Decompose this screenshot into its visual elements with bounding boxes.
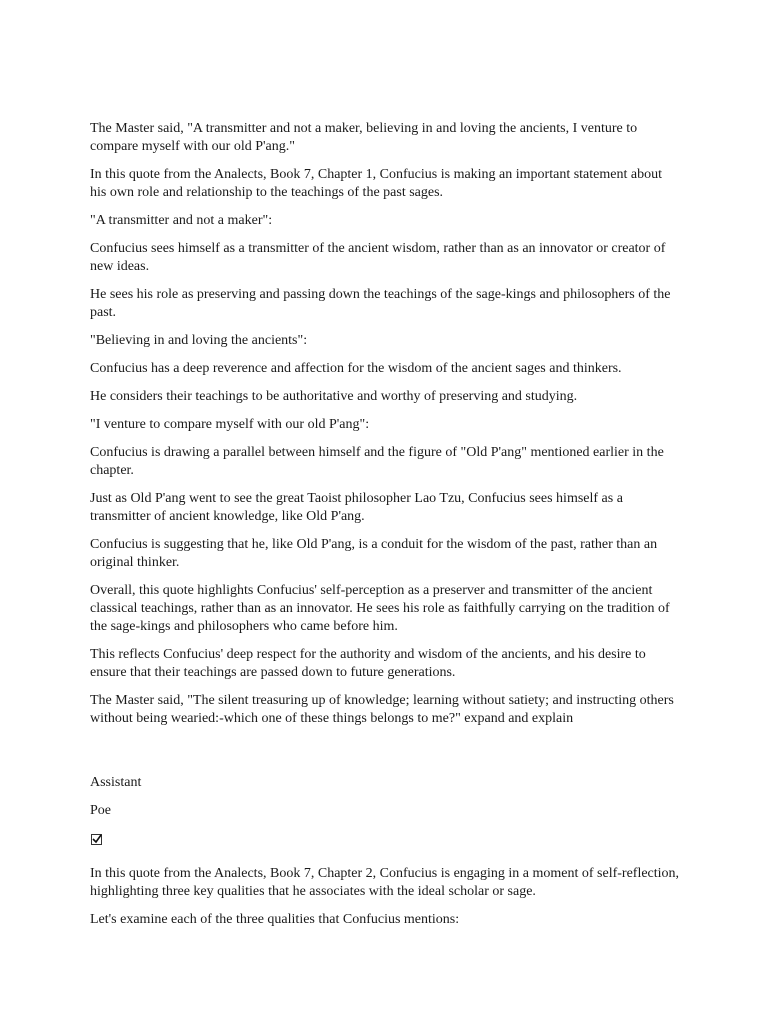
paragraph: Confucius has a deep reverence and affection for the wisdom of the ancient sages and thinkers.	[90, 361, 622, 376]
paragraph: In this quote from the Analects, Book 7, Chapter 1, Confucius is making an important statement about his own role and relationship to the teachings of the past sages.	[90, 167, 662, 200]
paragraph: He sees his role as preserving and passing down the teachings of the sage-kings and philosophers of the past.	[90, 287, 671, 320]
paragraph: The Master said, "A transmitter and not a maker, believing in and loving the ancients, I venture to compare myself with our old P'ang."	[90, 121, 638, 154]
user-prompt: The Master said, "The silent treasuring up of knowledge; learning without satiety; and instructing others without being wearied:-which one of these things belongs to me?" expand and explain	[90, 693, 674, 726]
paragraph: In this quote from the Analects, Book 7, Chapter 2, Confucius is engaging in a moment of self-reflection, highlighting three key qualities that he associates with the ideal scholar or sage.	[90, 866, 680, 899]
paragraph: Confucius is suggesting that he, like Old P'ang, is a conduit for the wisdom of the past, rather than an original thinker.	[90, 537, 658, 570]
paragraph: Confucius sees himself as a transmitter of the ancient wisdom, rather than as an innovator or creator of new ideas.	[90, 241, 666, 274]
bot-name: Poe	[90, 803, 111, 818]
paragraph: This reflects Confucius' deep respect for the authority and wisdom of the ancients, and his desire to ensure that their teachings are passed down to future generations.	[90, 647, 646, 680]
spacer	[90, 738, 680, 774]
checkmark-icon	[91, 833, 103, 845]
paragraph: "A transmitter and not a maker":	[90, 213, 273, 228]
paragraph: Overall, this quote highlights Confucius' self-perception as a preserver and transmitter of the ancient classical teachings, rather than as an innovator. He sees his role as faithfully carrying on the tradition of the sage-kings and philosophers who came before him.	[90, 583, 670, 634]
document-body	[90, 120, 680, 939]
paragraph: "Believing in and loving the ancients":	[90, 333, 308, 348]
checkbox[interactable]	[91, 834, 102, 845]
paragraph: He considers their teachings to be authoritative and worthy of preserving and studying.	[90, 389, 578, 404]
paragraph: Just as Old P'ang went to see the great Taoist philosopher Lao Tzu, Confucius sees himself as a transmitter of ancient knowledge, like Old P'ang.	[90, 491, 623, 524]
paragraph: Confucius is drawing a parallel between himself and the figure of "Old P'ang" mentioned earlier in the chapter.	[90, 445, 664, 478]
paragraph: Let's examine each of the three qualities that Confucius mentions:	[90, 912, 460, 927]
paragraph: "I venture to compare myself with our old P'ang":	[90, 417, 370, 432]
assistant-label: Assistant	[90, 775, 142, 790]
